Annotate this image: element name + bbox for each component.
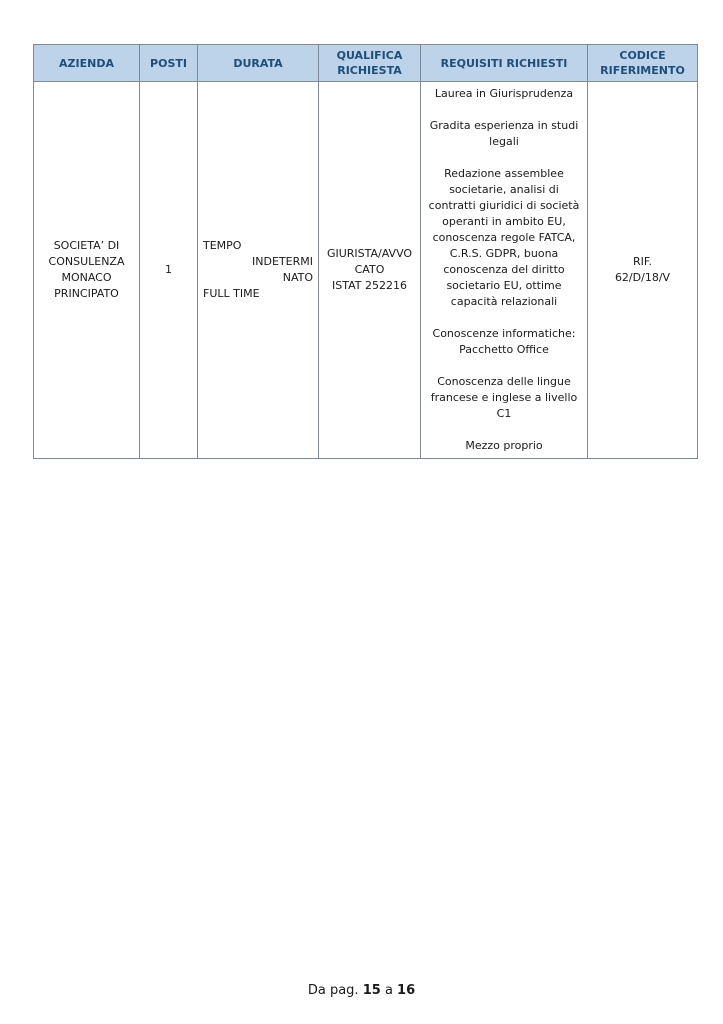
header-qualifica-line2: RICHIESTA [337,64,402,77]
footer-current-page: 15 [362,983,381,998]
qualifica-line: CATO [354,263,385,276]
cell-qualifica [319,82,421,459]
header-qualifica [319,45,421,82]
cell-azienda [34,82,140,459]
azienda-line: PRINCIPATO [54,287,119,300]
durata-line: TEMPO [203,239,242,252]
header-qualifica-line1: QUALIFICA [336,49,403,62]
durata-line: INDETERMI [252,255,313,268]
codice-line: 62/D/18/V [614,271,671,284]
requisito-item: Conoscenze informatiche: Pacchetto Office [432,327,576,356]
requisito-item: Redazione assemblee societarie, analisi di contratti giuridici di società operanti in ambito EU, conoscenza regole FATCA, C.R.S. GDPR, buona conoscenza del diritto societario EU, ottime capacità relazionali [428,167,580,308]
job-offers-table [33,44,698,459]
requisito-item: Mezzo proprio [465,439,543,452]
durata-line: NATO [282,271,313,284]
header-azienda: AZIENDA [34,45,140,82]
azienda-line: CONSULENZA [48,255,125,268]
azienda-line: MONACO [61,271,112,284]
footer-prefix: Da pag. [307,983,359,998]
header-durata: DURATA [198,45,319,82]
table-row [34,82,698,459]
qualifica-line: GIURISTA/AVVO [326,247,413,260]
azienda-line: SOCIETA’ DI [53,239,120,252]
table-header-row [34,45,698,82]
header-codice-line2: RIFERIMENTO [600,64,685,77]
footer-total-pages: 16 [397,983,416,998]
qualifica-line: ISTAT 252216 [332,279,407,292]
durata-line: FULL TIME [203,287,260,300]
requisito-item: Laurea in Giurisprudenza [434,87,574,100]
requisito-item: Conoscenza delle lingue francese e inglese a livello C1 [430,375,578,420]
header-requisiti: REQUISITI RICHIESTI [421,45,588,82]
cell-posti: 1 [140,82,198,459]
header-codice [588,45,698,82]
requisito-item: Gradita esperienza in studi legali [429,119,579,148]
header-codice-line1: CODICE [619,49,666,62]
page-footer [0,983,723,998]
codice-line: RIF. [633,255,652,268]
footer-separator: a [384,983,393,998]
cell-durata [198,82,319,459]
cell-codice [588,82,698,459]
cell-requisiti [421,82,588,459]
header-posti: POSTI [140,45,198,82]
